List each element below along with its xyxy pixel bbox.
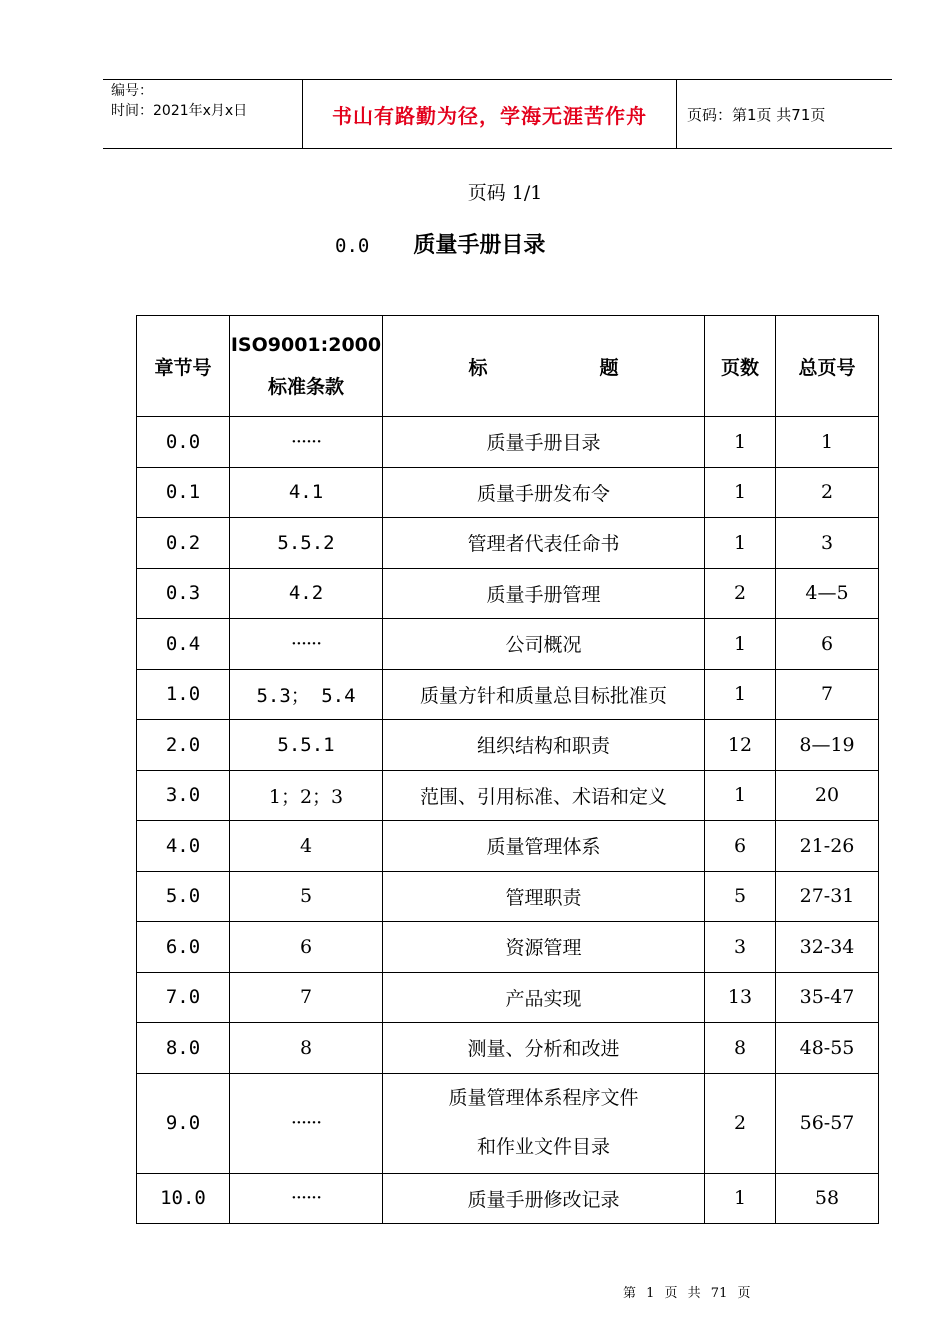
time-label: 时间：2021年x月x日 [111,103,248,119]
cell-pages: 2 [705,1073,776,1173]
cell-clause: 5.5.1 [230,720,383,771]
cell-title: 资源管理 [383,922,705,973]
cell-pages: 13 [705,972,776,1023]
cell-clause: ······ [230,619,383,670]
table-row [137,1173,879,1224]
table-row [137,518,879,569]
header-title-text: 标题 [468,356,619,379]
cell-pages: 3 [705,922,776,973]
cell-total: 48-55 [776,1023,879,1074]
cell-clause: ······ [230,1073,383,1173]
cell-chapter: 2.0 [137,720,230,771]
cell-clause: 4.2 [230,568,383,619]
cell-total: 6 [776,619,879,670]
table-row [137,770,879,821]
cell-chapter: 0.1 [137,467,230,518]
cell-total: 35-47 [776,972,879,1023]
cell-total: 21-26 [776,821,879,872]
cell-chapter: 8.0 [137,1023,230,1074]
cell-title: 管理职责 [383,871,705,922]
cell-total: 4—5 [776,568,879,619]
cell-pages: 1 [705,1173,776,1224]
header-chapter: 章节号 [137,316,230,417]
header-title [383,316,705,417]
cell-total: 2 [776,467,879,518]
cell-pages: 8 [705,1023,776,1074]
page-code: 页码 1/1 [467,182,543,204]
cell-pages: 1 [705,619,776,670]
table-row [137,871,879,922]
cell-pages: 5 [705,871,776,922]
header-iso-line1: ISO9001:2000 [230,334,382,356]
document-title-text: 质量手册目录 [413,233,546,258]
cell-total: 8—19 [776,720,879,771]
table-row [137,922,879,973]
table-row [137,669,879,720]
cell-title: 质量方针和质量总目标批准页 [383,669,705,720]
cell-total: 7 [776,669,879,720]
cell-pages: 12 [705,720,776,771]
cell-title: 质量手册修改记录 [383,1173,705,1224]
cell-clause: 6 [230,922,383,973]
cell-chapter: 0.4 [137,619,230,670]
table-row [137,568,879,619]
cell-pages: 1 [705,467,776,518]
cell-chapter: 6.0 [137,922,230,973]
header-iso-line2: 标准条款 [267,376,344,398]
cell-chapter: 5.0 [137,871,230,922]
cell-chapter: 0.2 [137,518,230,569]
table-row [137,619,879,670]
header-total-page: 总页号 [776,316,879,417]
cell-clause: 7 [230,972,383,1023]
cell-clause: 5.3； 5.4 [230,669,383,720]
cell-clause: ······ [230,1173,383,1224]
cell-chapter: 7.0 [137,972,230,1023]
cell-chapter: 3.0 [137,770,230,821]
cell-title: 管理者代表任命书 [383,518,705,569]
cell-total: 58 [776,1173,879,1224]
cell-chapter: 10.0 [137,1173,230,1224]
table-row [137,972,879,1023]
table-header-row [137,316,879,417]
cell-title: 公司概况 [383,619,705,670]
cell-title-line2: 和作业文件目录 [476,1136,610,1158]
cell-pages: 6 [705,821,776,872]
cell-title: 质量手册目录 [383,417,705,468]
cell-title: 组织结构和职责 [383,720,705,771]
cell-chapter: 0.3 [137,568,230,619]
document-title [335,228,545,259]
header-meta [103,80,303,148]
table-row [137,467,879,518]
number-label: 编号： [111,83,153,99]
cell-chapter: 1.0 [137,669,230,720]
table-row [137,417,879,468]
cell-total: 3 [776,518,879,569]
cell-clause: 4 [230,821,383,872]
cell-pages: 1 [705,518,776,569]
cell-chapter: 0.0 [137,417,230,468]
cell-title: 测量、分析和改进 [383,1023,705,1074]
cell-pages: 1 [705,417,776,468]
table-row [137,821,879,872]
cell-pages: 1 [705,770,776,821]
cell-chapter: 9.0 [137,1073,230,1173]
header-pages: 页数 [705,316,776,417]
table-row [137,1023,879,1074]
header-iso-clause [230,316,383,417]
cell-total: 27-31 [776,871,879,922]
cell-pages: 1 [705,669,776,720]
cell-title: 质量管理体系 [383,821,705,872]
cell-chapter: 4.0 [137,821,230,872]
cell-pages: 2 [705,568,776,619]
header-page-info: 页码：第1页 共71页 [687,105,826,124]
cell-total: 32-34 [776,922,879,973]
header-motto: 书山有路勤为径，学海无涯苦作舟 [303,80,677,148]
cell-total: 20 [776,770,879,821]
document-title-number: 0.0 [335,235,370,257]
cell-title: 质量手册发布令 [383,467,705,518]
table-row [137,1073,879,1173]
toc-table [136,315,879,1224]
cell-total: 56-57 [776,1073,879,1173]
cell-title: 质量手册管理 [383,568,705,619]
page-header [103,79,892,149]
cell-clause: ······ [230,417,383,468]
cell-title-line1: 质量管理体系程序文件 [448,1087,639,1109]
cell-clause: 8 [230,1023,383,1074]
cell-total: 1 [776,417,879,468]
cell-title [383,1073,705,1173]
table-row [137,720,879,771]
cell-clause: 4.1 [230,467,383,518]
page-footer: 第 1 页 共 71 页 [623,1286,751,1301]
cell-clause: 5 [230,871,383,922]
cell-clause: 5.5.2 [230,518,383,569]
cell-clause: 1；2；3 [230,770,383,821]
cell-title: 范围、引用标准、术语和定义 [383,770,705,821]
cell-title: 产品实现 [383,972,705,1023]
